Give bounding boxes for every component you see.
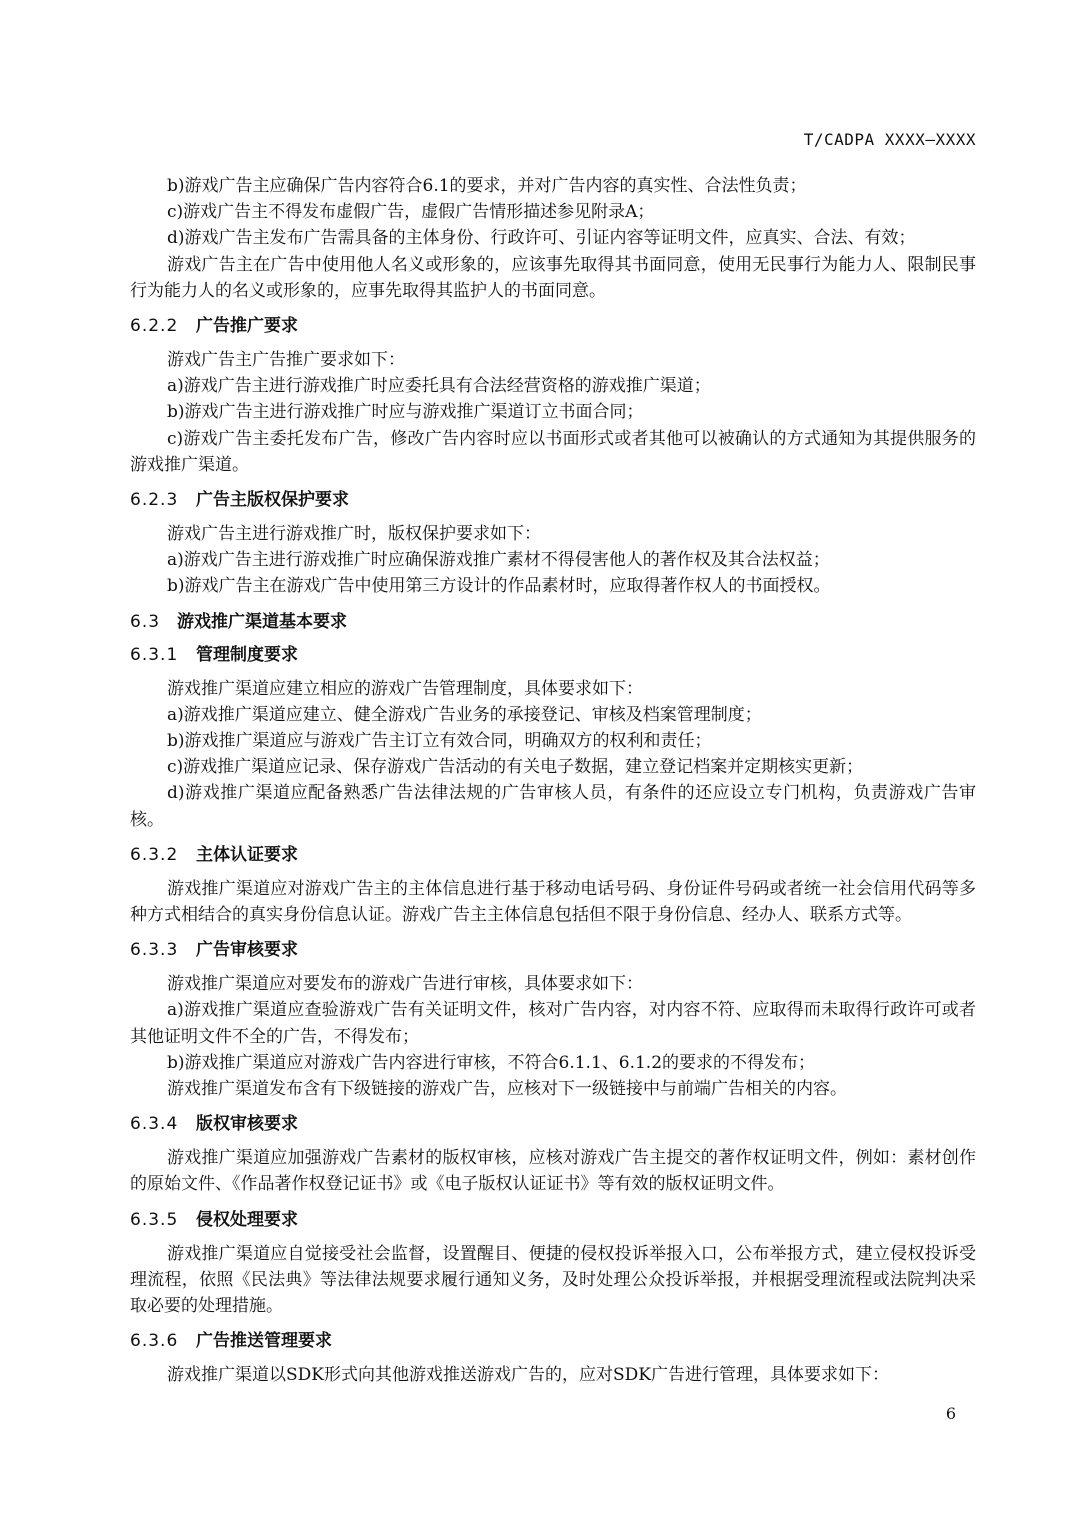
section-heading (130, 314, 976, 338)
section-heading (130, 938, 976, 962)
section-number: 6.2.2 (130, 316, 179, 337)
section-title: 广告主版权保护要求 (196, 490, 349, 511)
paragraph: a)游戏推广渠道应查验游戏广告有关证明文件，核对广告内容，对内容不符、应取得而未取得行政许可或者其他证明文件不全的广告，不得发布； (130, 1000, 976, 1047)
section-number: 6.2.3 (130, 490, 179, 511)
section-number: 6.3.6 (130, 1331, 179, 1352)
paragraph: 游戏推广渠道应自觉接受社会监督，设置醒目、便捷的侵权投诉举报入口，公布举报方式，建立侵权投诉受理流程，依照《民法典》等法律法规要求履行通知义务，及时处理公众投诉举报，并根据受理流程或法院判决采取必要的处理措施。 (130, 1243, 976, 1317)
paragraph: a)游戏推广渠道应建立、健全游戏广告业务的承接登记、审核及档案管理制度； (167, 704, 762, 725)
section-title: 侵权处理要求 (196, 1209, 298, 1230)
paragraph: 游戏广告主在广告中使用他人名义或形象的，应该事先取得其书面同意，使用无民事行为能力人、限制民事行为能力人的名义或形象的，应事先取得其监护人的书面同意。 (130, 254, 976, 301)
paragraph: c)游戏推广渠道应记录、保存游戏广告活动的有关电子数据，建立登记档案并定期核实更新； (167, 757, 864, 778)
section-title: 游戏推广渠道基本要求 (177, 611, 347, 632)
section-heading (130, 1208, 976, 1232)
paragraph: 游戏广告主广告推广要求如下： (167, 350, 405, 371)
paragraph: a)游戏广告主进行游戏推广时应确保游戏推广素材不得侵害他人的著作权及其合法权益； (167, 550, 830, 571)
paragraph: 游戏广告主进行游戏推广时，版权保护要求如下： (167, 524, 541, 545)
section-heading (130, 488, 976, 512)
paragraph: 游戏推广渠道以SDK形式向其他游戏推送游戏广告的，应对SDK广告进行管理，具体要求如下： (167, 1365, 889, 1386)
paragraph: b)游戏推广渠道应对游戏广告内容进行审核，不符合6.1.1、6.1.2的要求的不得发布； (167, 1052, 816, 1073)
paragraph: c)游戏广告主不得发布虚假广告，虚假广告情形描述参见附录A； (167, 202, 655, 223)
paragraph: 游戏推广渠道应对要发布的游戏广告进行审核，具体要求如下： (167, 974, 643, 995)
section-title: 主体认证要求 (196, 844, 298, 865)
section-title: 广告推送管理要求 (196, 1331, 332, 1352)
paragraph: d)游戏推广渠道应配备熟悉广告法律法规的广告审核人员，有条件的还应设立专门机构，负责游戏广告审核。 (130, 783, 976, 830)
paragraph: b)游戏广告主应确保广告内容符合6.1的要求，并对广告内容的真实性、合法性负责； (167, 176, 807, 196)
section-title: 广告推广要求 (196, 316, 298, 337)
page-number: 6 (945, 1404, 956, 1423)
section-title: 版权审核要求 (196, 1114, 298, 1135)
section-title: 管理制度要求 (196, 644, 298, 665)
section-number: 6.3.3 (130, 940, 179, 961)
paragraph: d)游戏广告主发布广告需具备的主体身份、行政许可、引证内容等证明文件，应真实、合法、有效； (167, 228, 916, 249)
document-code: T/CADPA XXXX—XXXX (803, 130, 976, 149)
paragraph: b)游戏推广渠道应与游戏广告主订立有效合同，明确双方的权利和责任； (167, 731, 712, 752)
section-number: 6.3 (130, 611, 161, 632)
section-heading (130, 843, 976, 867)
section-number: 6.3.1 (130, 644, 179, 665)
paragraph: b)游戏广告主在游戏广告中使用第三方设计的作品素材时，应取得著作权人的书面授权。 (167, 576, 831, 597)
section-heading (130, 1329, 976, 1353)
section-title: 广告审核要求 (196, 940, 298, 961)
paragraph: a)游戏广告主进行游戏推广时应委托具有合法经营资格的游戏推广渠道； (167, 376, 711, 397)
section-heading (130, 643, 976, 667)
section-heading (130, 610, 976, 634)
paragraph: 游戏推广渠道发布含有下级链接的游戏广告，应核对下一级链接中与前端广告相关的内容。 (167, 1079, 847, 1100)
document-body (130, 173, 976, 1389)
paragraph: b)游戏广告主进行游戏推广时应与游戏推广渠道订立书面合同； (167, 402, 644, 423)
paragraph: 游戏推广渠道应加强游戏广告素材的版权审核，应核对游戏广告主提交的著作权证明文件，例如：素材创作的原始文件、《作品著作权登记证书》或《电子版权认证证书》等有效的版权证明文件。 (130, 1148, 976, 1195)
paragraph: 游戏推广渠道应对游戏广告主的主体信息进行基于移动电话号码、身份证件号码或者统一社会信用代码等多种方式相结合的真实身份信息认证。游戏广告主主体信息包括但不限于身份信息、经办人、联系方式等。 (130, 878, 976, 926)
paragraph: 游戏推广渠道应建立相应的游戏广告管理制度，具体要求如下： (167, 678, 643, 699)
section-number: 6.3.4 (130, 1114, 179, 1135)
section-heading (130, 1112, 976, 1136)
paragraph: c)游戏广告主委托发布广告，修改广告内容时应以书面形式或者其他可以被确认的方式通知为其提供服务的游戏推广渠道。 (130, 428, 976, 475)
section-number: 6.3.5 (130, 1209, 179, 1230)
section-number: 6.3.2 (130, 844, 179, 865)
